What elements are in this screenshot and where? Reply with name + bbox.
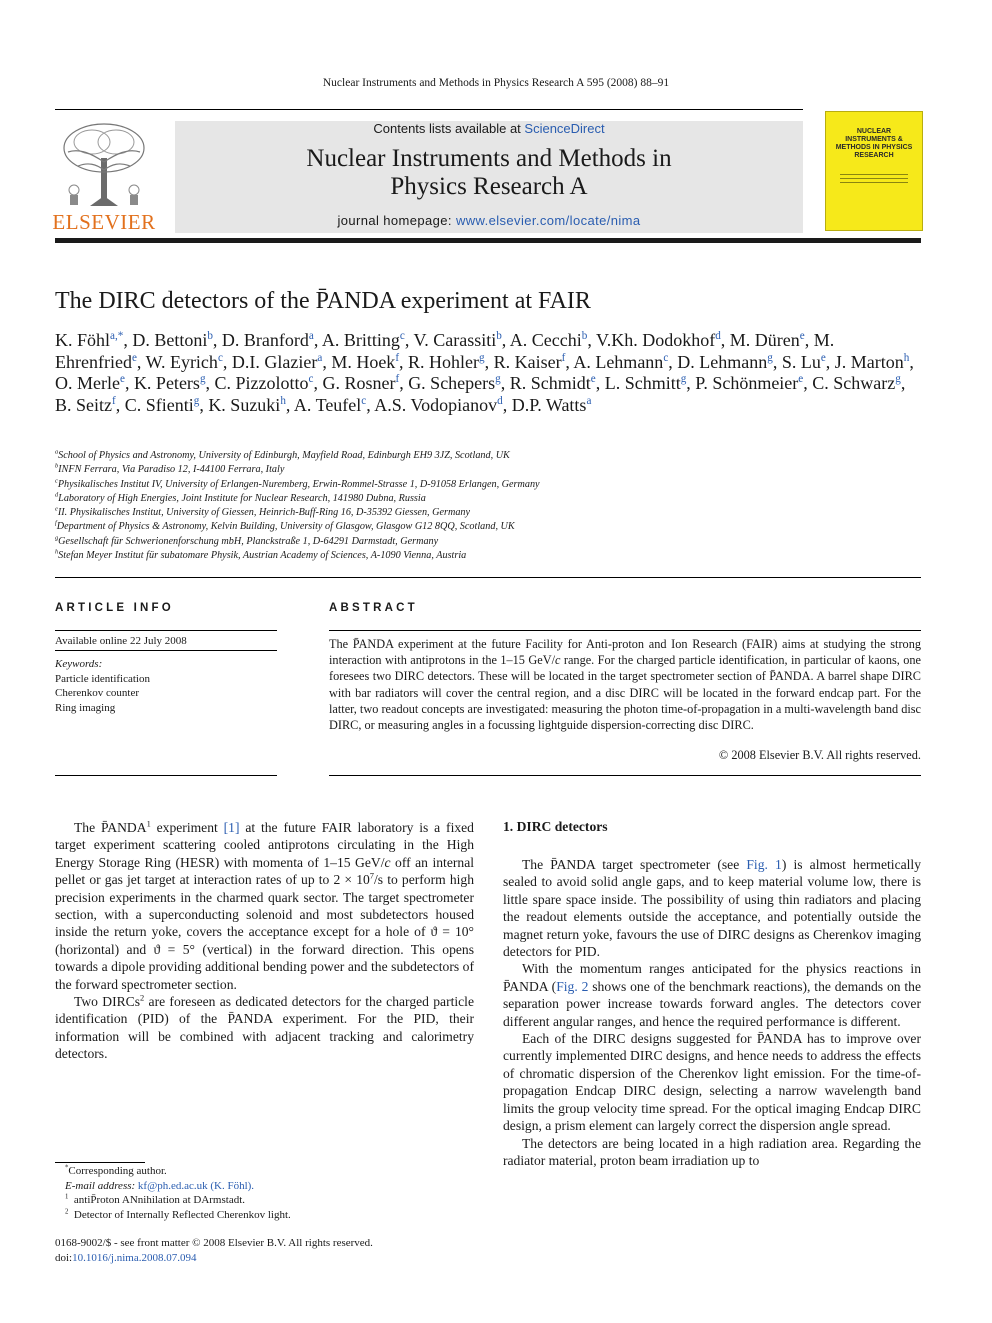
author[interactable] — [331, 352, 408, 372]
author[interactable] — [132, 330, 222, 350]
author-separator: , — [285, 394, 294, 415]
text-run: /s to perform high precision experiments in the charmed quark sector. The target spectrometer section, with a superconducting solenoid and most subdetectors housed inside the return yoke, covers the acceptance except for a hole of ϑ = 10° (horizontal) and ϑ = 5° (vertical) in the forward direction. This opens towards a dipole providing additional bending power and the subdetectors of the forward spectrometer section. — [55, 872, 475, 992]
section-heading: 1. DIRC detectors — [503, 819, 608, 834]
author-separator: , — [500, 373, 510, 393]
affiliation — [55, 492, 921, 506]
author-name: G. Rosner — [322, 373, 396, 393]
author[interactable] — [55, 373, 134, 393]
elsevier-tree-icon — [52, 118, 156, 210]
author-affiliation-mark[interactable]: b — [581, 330, 588, 342]
affiliation-text: II. Physikalisches Institut, University of Giessen, Heinrich-Buff-Ring 16, D-35392 Giessen, Germany — [57, 507, 471, 519]
author-affiliation-mark[interactable]: d — [715, 330, 721, 342]
text-run: ) is almost hermetically sealed to avoid solid angle gaps, and to keep material volume low, there is little spare space inside. The possibility of using thin radiators and placing the readout elements outside the acceptance, and potentially outside the magnet return yoke, favours the use of DIRC designs as Cherenkov imaging detectors for PID. — [503, 857, 921, 960]
author-name: A. Britting — [321, 330, 400, 350]
author-separator: , — [399, 373, 409, 393]
exponent: 7 — [369, 870, 375, 881]
author[interactable] — [125, 395, 209, 415]
author-separator: , — [366, 394, 375, 415]
author[interactable] — [55, 330, 132, 350]
author-name: G. Schepers — [408, 373, 496, 393]
abstract-heading: ABSTRACT — [329, 602, 418, 614]
author[interactable] — [414, 330, 510, 350]
author[interactable] — [232, 352, 331, 372]
affiliation-text: Gesellschaft für Schwerionenforschung mbH, Planckstraße 1, D-64291 Darmstadt, Germany — [58, 535, 439, 547]
author-separator: , — [404, 330, 414, 350]
author-separator: , — [668, 351, 678, 372]
author-name: W. Eyrich — [145, 351, 218, 372]
text-run: The P̄ANDA target spectrometer (see — [522, 857, 747, 872]
affiliation-key: b — [55, 462, 59, 470]
author-affiliation-mark[interactable]: e — [590, 373, 596, 385]
footnote-email — [55, 1179, 474, 1194]
author-separator: , — [772, 351, 782, 372]
author-name: V.Kh. Dodokhof — [596, 330, 716, 350]
abstract-rule — [329, 630, 921, 631]
author-name: A. Teufel — [293, 394, 362, 415]
author[interactable] — [222, 330, 322, 350]
author[interactable] — [573, 352, 677, 372]
author-separator: , — [313, 330, 322, 350]
cover-line — [840, 174, 908, 175]
author[interactable] — [294, 395, 374, 415]
footnote-1 — [55, 1193, 474, 1208]
affiliation — [55, 449, 921, 463]
author[interactable] — [695, 373, 812, 393]
abstract-part: The P̄ANDA experiment at the future Facility for Anti-proton and Ion Research (FAIR) aims at studying the strong interaction with antiprotons in the 1–15 GeV/ — [329, 637, 921, 668]
author-affiliation-mark[interactable]: h — [903, 351, 910, 364]
affiliation — [55, 520, 921, 534]
author-affiliation-mark[interactable]: g — [199, 373, 206, 385]
abstract-var: c — [555, 653, 561, 668]
author[interactable] — [322, 373, 408, 393]
author-separator: , — [686, 373, 696, 393]
author-name: O. Merle — [55, 373, 120, 393]
author[interactable] — [605, 373, 696, 393]
author[interactable] — [408, 352, 494, 372]
contents-available-label: Contents lists available at — [373, 121, 525, 136]
footnote-text: Corresponding author. — [68, 1165, 167, 1177]
author-separator: , — [900, 373, 906, 393]
author[interactable] — [812, 373, 905, 393]
keywords-label: Keywords: — [55, 658, 103, 670]
author-affiliation-mark[interactable]: f — [395, 351, 400, 364]
author-affiliation-mark[interactable]: b — [496, 330, 502, 342]
author-affiliation-mark[interactable]: c — [308, 373, 314, 385]
author-separator: , — [595, 373, 605, 393]
affiliation-key: h — [55, 548, 59, 556]
author[interactable] — [596, 330, 730, 350]
author[interactable] — [677, 352, 782, 372]
affiliation — [55, 478, 921, 492]
author-affiliation-mark[interactable]: c — [217, 351, 223, 364]
math-var: c — [384, 854, 391, 870]
affiliation — [55, 549, 921, 563]
author-affiliation-mark[interactable]: e — [798, 373, 804, 385]
author[interactable] — [730, 330, 814, 350]
article-info-heading: ARTICLE INFO — [55, 602, 174, 614]
intro-paragraph — [55, 819, 474, 993]
footnote-mark: * — [65, 1164, 69, 1172]
elsevier-wordmark: ELSEVIER — [52, 210, 156, 234]
author-name: K. Suzuki — [208, 394, 281, 415]
author-name: D. Lehmann — [677, 351, 768, 372]
author-separator: , — [124, 373, 134, 393]
author-name: D. Branford — [221, 330, 309, 350]
author[interactable] — [55, 395, 125, 415]
journal-name-line2: Physics Research A — [390, 173, 588, 200]
author-name: M. Düren — [729, 330, 800, 350]
author-affiliation-mark[interactable]: g — [479, 351, 485, 364]
author-name: K. Peters — [133, 373, 200, 393]
affiliation-text: INFN Ferrara, Via Paradiso 12, I-44100 Ferrara, Italy — [58, 464, 285, 476]
journal-cover-thumbnail[interactable] — [825, 111, 923, 231]
author-separator: , — [909, 351, 914, 372]
abstract-part: range. For the charged particle identification, in particular of kaons, one foresees two DIRC detectors. These will be located in the target spectrometer section of P̄ANDA. A barrel shape DIRC with bar radiators will cover the central region, and a disc DIRC will be located in the forward endcap part. For the latter, two readout concepts are investigated: measuring the photon time-of-propagation in a multi-wavelength band disc DIRC, or measuring angles in a focussing lightguide dispersion-correcting disc DIRC. — [329, 653, 921, 733]
affiliation-key: g — [55, 534, 59, 542]
author-name: R. Kaiser — [493, 351, 562, 372]
author-affiliation-mark[interactable]: e — [119, 373, 125, 385]
keywords-block — [55, 657, 277, 715]
text-run: are foreseen as dedicated detectors for the charged particle identification (PID) of the P̄ANDA experiment. For the PID, their information will be combined with adjacent tracking and calorimetry detectors. — [55, 994, 474, 1062]
homepage-label: journal homepage: — [337, 213, 456, 228]
author-separator: , — [212, 330, 222, 350]
affiliation-key: d — [55, 491, 59, 499]
intro-paragraph — [55, 993, 474, 1063]
author-name: M. Hoek — [331, 351, 396, 372]
author-separator: , — [502, 394, 512, 415]
contents-available — [175, 121, 803, 136]
author-separator: , — [313, 373, 323, 393]
author[interactable] — [215, 373, 323, 393]
author-name: B. Seitz — [55, 394, 112, 415]
author[interactable] — [512, 395, 592, 415]
email-label: E-mail address: — [65, 1179, 136, 1192]
author-separator: , — [115, 394, 125, 415]
author-separator: , — [501, 330, 510, 350]
author-affiliation-mark[interactable]: e — [131, 351, 137, 364]
affiliation-text: Physikalisches Institut IV, University of Erlangen-Nuremberg, Erwin-Rommel-Strasse 1, D-91058 Erlangen, Germany — [57, 478, 540, 490]
author-affiliation-mark[interactable]: g — [193, 394, 200, 407]
author[interactable] — [510, 330, 596, 350]
affiliation-text: Stefan Meyer Institut für subatomare Physik, Austrian Academy of Sciences, A-1090 Vienna, Austria — [58, 550, 467, 562]
article-title: The DIRC detectors of the P̄ANDA experiment at FAIR — [55, 288, 591, 314]
footnote-text: antiP̄roton ANnihilation at DArmstadt. — [73, 1194, 246, 1206]
publisher-logo[interactable] — [52, 118, 156, 234]
author-affiliation-mark[interactable]: e — [820, 351, 826, 364]
author-affiliation-mark[interactable]: a,* — [110, 330, 124, 342]
author-affiliation-mark[interactable]: c — [399, 330, 405, 342]
cover-line — [840, 178, 908, 179]
text-run: off an internal pellet or gas jet target at interaction rates of up to 2 × 10 — [55, 854, 475, 888]
doi-label: doi: — [55, 1252, 73, 1264]
abstract-text — [329, 636, 921, 733]
author-name: M. Ehrenfried — [55, 330, 835, 372]
affiliation-text: Department of Physics & Astronomy, Kelvin Building, University of Glasgow, Glasgow G12 8QQ, Scotland, UK — [56, 521, 515, 533]
author-name: D.P. Watts — [511, 394, 587, 415]
affiliation-rule — [55, 577, 921, 578]
footnotes — [55, 1164, 474, 1222]
journal-name — [175, 145, 803, 201]
footnote-mark: 2 — [65, 1207, 69, 1215]
author-affiliation-mark[interactable]: b — [207, 330, 213, 342]
author-list — [55, 330, 921, 416]
author-separator: , — [825, 351, 835, 372]
article-info-rule — [55, 650, 277, 651]
author-affiliation-mark[interactable]: g — [895, 373, 901, 385]
author-affiliation-mark[interactable]: g — [680, 373, 687, 385]
author-affiliation-mark[interactable]: g — [495, 373, 501, 385]
article-info-rule — [55, 630, 277, 631]
author-separator: , — [222, 351, 232, 372]
journal-citation-header: Nuclear Instruments and Methods in Physics Research A 595 (2008) 88–91 — [322, 77, 670, 89]
author-separator: , — [399, 351, 409, 372]
author-separator: , — [587, 330, 597, 350]
keyword: Ring imaging — [55, 701, 116, 714]
author-affiliation-mark[interactable]: d — [497, 394, 503, 407]
article-info-rule — [55, 775, 277, 776]
author[interactable] — [374, 395, 511, 415]
author-affiliation-mark[interactable]: e — [799, 330, 805, 342]
issn-line: 0168-9002/$ - see front matter © 2008 Elsevier B.V. All rights reserved. — [55, 1237, 373, 1249]
author-name: R. Schmidt — [509, 373, 591, 393]
footnote-text: Detector of Internally Reflected Cherenkov light. — [73, 1208, 291, 1221]
author-affiliation-mark[interactable]: c — [361, 394, 367, 407]
author-affiliation-mark[interactable]: g — [767, 351, 773, 364]
author-affiliation-mark[interactable]: a — [586, 394, 592, 407]
author-name: C. Pizzolotto — [214, 373, 309, 393]
abstract-rule — [329, 775, 921, 776]
footnote-mark: 2 — [140, 992, 145, 1003]
affiliation — [55, 506, 921, 520]
sciencedirect-link[interactable]: ScienceDirect — [524, 121, 605, 136]
author-name: P. Schönmeier — [695, 373, 799, 393]
section-1-column — [503, 856, 921, 1169]
author[interactable] — [494, 352, 574, 372]
author-name: S. Lu — [781, 351, 821, 372]
footnote-mark: 1 — [146, 818, 151, 829]
author-affiliation-mark[interactable]: f — [395, 373, 400, 385]
author[interactable] — [835, 352, 914, 372]
author-separator: , — [136, 351, 146, 372]
footnote-corresponding — [55, 1164, 474, 1179]
author-name: R. Hohler — [408, 351, 480, 372]
figure-link[interactable]: Fig. 2 — [556, 978, 589, 994]
doi-line — [55, 1251, 495, 1266]
homepage-link[interactable]: www.elsevier.com/locate/nima — [455, 213, 641, 228]
author[interactable] — [322, 330, 414, 350]
keyword: Cherenkov counter — [55, 687, 139, 699]
journal-banner — [175, 121, 803, 233]
reference-link[interactable]: [1] — [223, 820, 240, 835]
author-name: V. Carassiti — [413, 330, 497, 350]
affiliation — [55, 535, 921, 549]
banner-bottom-rule — [55, 238, 921, 243]
affiliation-text: School of Physics and Astronomy, University of Edinburgh, Mayfield Road, Edinburgh EH9 3JZ, Scotland, UK — [58, 450, 510, 461]
affiliation-key: c — [55, 477, 58, 485]
section-paragraph: The detectors are being located in a high radiation area. Regarding the radiator material, proton beam irradiation up to — [503, 1135, 921, 1168]
author-name: D.I. Glazier — [231, 351, 318, 372]
author[interactable] — [408, 373, 510, 393]
author-affiliation-mark[interactable]: f — [112, 394, 116, 407]
author[interactable] — [208, 395, 294, 415]
cover-line — [840, 182, 908, 183]
author-affiliation-mark[interactable]: f — [561, 351, 566, 364]
author-separator: , — [720, 330, 730, 350]
author-name: A. Lehmann — [573, 351, 664, 372]
cover-title: NUCLEAR INSTRUMENTS & METHODS IN PHYSICS RESEARCH — [835, 128, 913, 159]
author[interactable] — [134, 373, 215, 393]
author-name: D. Bettoni — [132, 330, 208, 350]
email-link[interactable]: kf@ph.ed.ac.uk (K. Föhl). — [137, 1179, 255, 1192]
author[interactable] — [146, 352, 232, 372]
available-online: Available online 22 July 2008 — [55, 635, 187, 647]
intro-column — [55, 819, 474, 1063]
author-affiliation-mark[interactable]: a — [308, 330, 314, 342]
affiliation — [55, 463, 921, 477]
text-run: at the future FAIR laboratory is a fixed target experiment scattering cooled antiprotons circulating in the High Energy Storage Ring (HESR) with momenta of 1–15 GeV/ — [55, 820, 474, 870]
abstract-copyright: © 2008 Elsevier B.V. All rights reserved. — [718, 748, 921, 762]
author-name: C. Sfienti — [124, 394, 194, 415]
section-paragraph — [503, 856, 921, 960]
journal-homepage — [175, 213, 803, 228]
author-name: A.S. Vodopianov — [374, 394, 498, 415]
affiliation-key: f — [55, 520, 57, 528]
author-affiliation-mark[interactable]: a — [317, 351, 323, 364]
front-matter — [55, 1236, 495, 1266]
author-separator: , — [205, 373, 215, 393]
author-name: A. Cecchi — [509, 330, 582, 350]
author-separator: , — [565, 351, 574, 372]
author-affiliation-mark[interactable]: h — [280, 394, 286, 407]
author-name: C. Schwarz — [812, 373, 896, 393]
section-paragraph — [503, 960, 921, 1030]
figure-link[interactable]: Fig. 1 — [746, 857, 782, 872]
author-separator: , — [123, 330, 133, 350]
author[interactable] — [510, 373, 605, 393]
text-run: The P̄ANDA — [74, 820, 147, 835]
author-name: K. Föhl — [55, 330, 111, 350]
author-name: L. Schmitt — [604, 373, 681, 393]
author-separator: , — [803, 373, 813, 393]
author-separator: , — [199, 394, 209, 415]
text-run: experiment — [150, 820, 224, 835]
affiliation-text: Laboratory of High Energies, Joint Institute for Nuclear Research, 141980 Dubna, Russia — [58, 492, 426, 504]
journal-name-line1: Nuclear Instruments and Methods in — [306, 145, 672, 172]
footnote-rule — [55, 1162, 145, 1163]
text-run: shows one of the benchmark reactions), the demands on the separation power increase towards forward angles. The detectors cover different angular ranges, and hence the required performance is different. — [503, 978, 921, 1029]
author-separator: , — [322, 351, 332, 372]
affiliation-key: e — [55, 505, 58, 513]
author-separator: , — [804, 330, 814, 350]
author[interactable] — [782, 352, 835, 372]
affiliation-list — [55, 449, 921, 563]
text-run: Two DIRCs — [74, 994, 141, 1010]
section-paragraph: Each of the DIRC designs suggested for P̄ANDA has to improve over currently implemented DIRC designs, and hence needs to address the effects of chromatic dispersion of the Cherenkov light emission. For the time-of-propagation Endcap DIRC design, selecting a narrow wavelength band limits the group velocity time spread. For the optical imaging Endcap DIRC design, a prism element can largely correct the dispersion angle spread. — [503, 1031, 921, 1134]
author-separator: , — [484, 351, 494, 372]
header-rule — [55, 109, 803, 110]
text-run: With the momentum ranges anticipated for the physics reactions in P̄ANDA ( — [503, 961, 921, 994]
footnote-mark: 1 — [65, 1193, 69, 1201]
author-name: J. Marton — [834, 351, 904, 372]
affiliation-key: a — [55, 448, 59, 456]
author-affiliation-mark[interactable]: c — [663, 351, 669, 364]
doi-link[interactable]: 10.1016/j.nima.2008.07.094 — [72, 1252, 197, 1264]
keyword: Particle identification — [55, 672, 150, 685]
footnote-2 — [55, 1208, 474, 1223]
